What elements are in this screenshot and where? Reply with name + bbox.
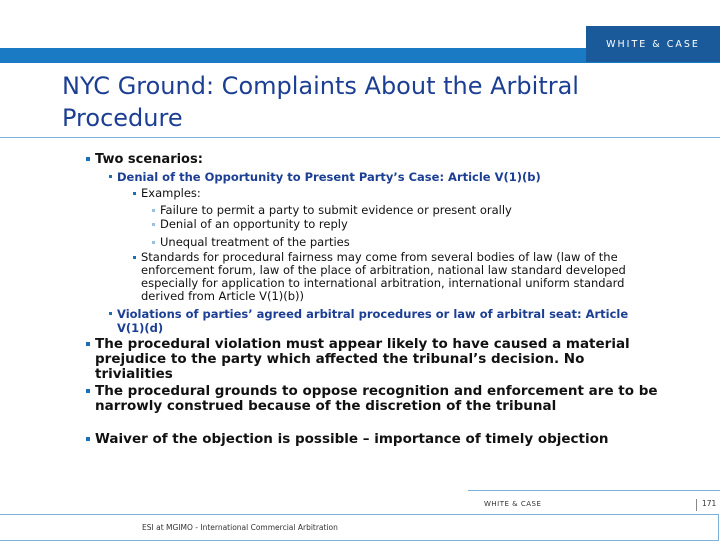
bullet-item-level-1 [86,384,661,414]
bullet-item-level-1 [86,152,686,167]
bullet-item-level-3 [133,187,693,200]
title-divider [0,137,720,138]
bullet-item-level-2 [109,307,654,335]
square-bullet-icon [86,342,90,346]
bullet-item-level-2 [109,170,689,184]
bullet-item-level-4 [152,218,692,231]
bullet-text: Denial of the Opportunity to Present Party’s Case: Article V(1)(b) [117,170,541,184]
square-bullet-icon [152,209,155,212]
company-logo [586,26,720,62]
square-bullet-icon [86,437,90,441]
square-bullet-icon [152,223,155,226]
bullet-text: Denial of an opportunity to reply [160,217,348,231]
square-bullet-icon [86,157,90,161]
square-bullet-icon [152,241,155,244]
footer-course-label: ESI at MGIMO - International Commercial Arbitration [142,523,338,532]
footer-company-name: WHITE & CASE [484,500,542,508]
bullet-text: Unequal treatment of the parties [160,235,350,249]
square-bullet-icon [109,312,112,315]
square-bullet-icon [133,256,136,259]
bullet-text: Violations of parties’ agreed arbitral procedures or law of arbitral seat: Article V(1)(d) [117,307,629,335]
bullet-text: The procedural violation must appear likely to have caused a material prejudice to the party which affected the tribunal’s decision. No trivialities [95,336,630,382]
footer-frame [0,514,719,541]
bullet-item-level-1 [86,337,646,382]
bullet-item-level-3 [133,251,665,303]
bullet-text: The procedural grounds to oppose recognition and enforcement are to be narrowly construed because of the discretion of the tribunal [95,383,658,414]
bullet-text: Examples: [141,186,201,200]
bullet-item-level-1 [86,432,616,447]
bullet-text: Failure to permit a party to submit evidence or present orally [160,203,512,217]
footer-divider [468,490,720,491]
square-bullet-icon [109,175,112,178]
slide-title: NYC Ground: Complaints About the Arbitral Procedure [62,72,579,132]
bullet-text: Two scenarios: [95,152,203,167]
logo-text: WHITE & CASE [606,38,700,50]
square-bullet-icon [86,389,90,393]
bullet-item-level-4 [152,236,692,249]
bullet-item-level-4 [152,204,692,217]
bullet-text: Standards for procedural fairness may come from several bodies of law (law of the enforcement forum, law of the place of arbitration, national law standard developed especially for application to international arbitration, international uniform standard derived from Article V(1)(b)) [141,250,626,303]
square-bullet-icon [133,192,136,195]
page-number: 171 [696,499,716,511]
bullet-text: Waiver of the objection is possible – importance of timely objection [95,431,609,447]
